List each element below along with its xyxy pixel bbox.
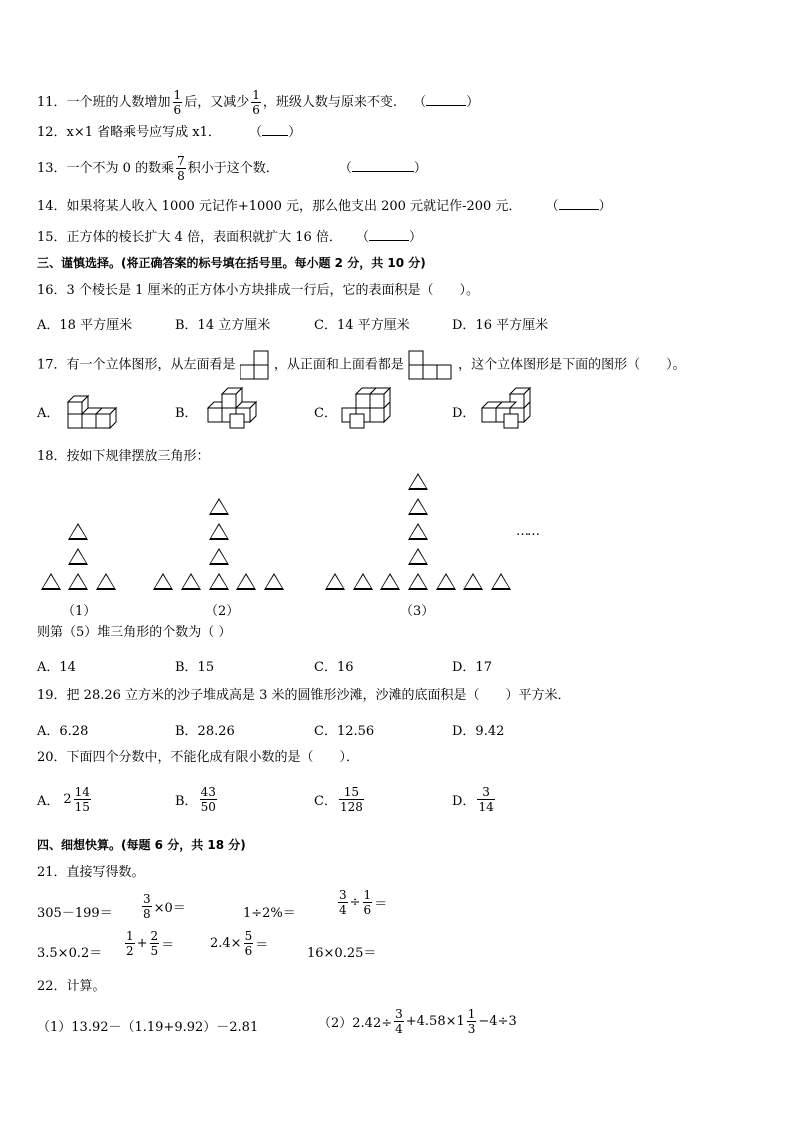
triangle bbox=[408, 473, 428, 490]
ellipsis: …… bbox=[516, 524, 538, 539]
answer-blank[interactable] bbox=[559, 208, 599, 210]
q17-option-b-label[interactable]: B． bbox=[175, 406, 198, 421]
triangle bbox=[41, 573, 61, 590]
answer-blank[interactable] bbox=[262, 134, 288, 136]
triangle bbox=[209, 548, 229, 565]
fraction: $\frac{7}{8}$ bbox=[177, 154, 185, 183]
q17-option-c-figure[interactable] bbox=[340, 386, 398, 430]
calc-5: 3.5×0.2＝ bbox=[37, 946, 103, 961]
q19-option-b[interactable]: B．28.26 bbox=[175, 724, 235, 739]
triangle bbox=[408, 573, 428, 590]
q18-option-c[interactable]: C．16 bbox=[314, 660, 354, 675]
calc-2: $\frac{3}{8}$ ×0＝ bbox=[143, 892, 186, 921]
triangle bbox=[236, 573, 256, 590]
section-4-heading: 四、细想快算。(每题 6 分，共 18 分) bbox=[37, 838, 246, 852]
triangle bbox=[264, 573, 284, 590]
fraction: $\frac{43}{50}$ bbox=[200, 785, 216, 814]
question-13: 13．一个不为 0 的数乘 $\frac{7}{8}$ 积小于这个数． （ ） bbox=[37, 154, 427, 183]
triangle bbox=[408, 498, 428, 515]
question-12: 12．x×1 省略乘号应写成 x1． （ ） bbox=[37, 125, 302, 140]
fraction: $\frac{14}{15}$ bbox=[74, 785, 90, 814]
q20-option-d[interactable]: D． $\frac{3}{14}$ bbox=[452, 785, 494, 814]
calc-7: 2.4× $\frac{5}{6}$ ＝ bbox=[210, 929, 269, 958]
q17-option-d-label[interactable]: D． bbox=[452, 406, 476, 421]
q17-option-a-label[interactable]: A． bbox=[37, 406, 60, 421]
q16-option-b[interactable]: B．14 立方厘米 bbox=[175, 318, 271, 333]
q20-option-c[interactable]: C． $\frac{15}{128}$ bbox=[314, 785, 363, 814]
q17-option-c-label[interactable]: C． bbox=[314, 406, 337, 421]
question-21: 21．直接写得数。 bbox=[37, 865, 145, 880]
pattern-caption-1: （1） bbox=[62, 604, 97, 619]
triangle bbox=[491, 573, 511, 590]
q17-option-b-figure[interactable] bbox=[200, 386, 258, 430]
q19-option-d[interactable]: D．9.42 bbox=[452, 724, 505, 739]
q18-option-d[interactable]: D．17 bbox=[452, 660, 492, 675]
question-22: 22．计算。 bbox=[37, 979, 106, 994]
triangle bbox=[436, 573, 456, 590]
answer-blank[interactable] bbox=[426, 104, 466, 106]
pattern-caption-3: （3） bbox=[400, 604, 435, 619]
triangle bbox=[153, 573, 173, 590]
triangle bbox=[96, 573, 116, 590]
triangle bbox=[68, 523, 88, 540]
q18-question: 则第（5）堆三角形的个数为（ ） bbox=[37, 625, 232, 640]
triangle bbox=[408, 523, 428, 540]
question-20: 20．下面四个分数中，不能化成有限小数的是（ ）． bbox=[37, 750, 360, 765]
question-14: 14．如果将某人收入 1000 元记作+1000 元，那么他支出 200 元就记作-200 元． （ ） bbox=[37, 199, 612, 214]
triangle bbox=[380, 573, 400, 590]
triangle bbox=[209, 523, 229, 540]
triangle bbox=[463, 573, 483, 590]
fraction: $\frac{1}{6}$ bbox=[252, 88, 260, 117]
question-11: 11．一个班的人数增加 $\frac{1}{6}$ 后，又减少 $\frac{1}{6}$ ，班级人数与原来不变. （ ） bbox=[37, 88, 480, 117]
fraction: $\frac{3}{14}$ bbox=[478, 785, 494, 814]
pattern-caption-2: （2） bbox=[205, 604, 240, 619]
triangle bbox=[68, 573, 88, 590]
question-19: 19．把 28.26 立方米的沙子堆成高是 3 米的圆锥形沙滩，沙滩的底面积是（ ）平方米． bbox=[37, 688, 571, 703]
question-16: 16．3 个棱长是 1 厘米的正方体小方块排成一行后，它的表面积是（ ）。 bbox=[37, 283, 479, 298]
triangle bbox=[353, 573, 373, 590]
q16-option-d[interactable]: D．16 平方厘米 bbox=[452, 318, 549, 333]
section-3-heading: 三、谨慎选择。(将正确答案的标号填在括号里。每小题 2 分，共 10 分) bbox=[37, 256, 426, 270]
left-view-figure bbox=[240, 350, 270, 380]
calc-problem-2: （2）2.42÷ $\frac{3}{4}$ +4.58×1 $\frac{1}{3}$ −4÷3 bbox=[318, 1007, 517, 1036]
calc-1: 305－199＝ bbox=[37, 906, 113, 921]
triangle bbox=[181, 573, 201, 590]
calc-8: 16×0.25＝ bbox=[307, 946, 377, 961]
triangle bbox=[209, 498, 229, 515]
fraction: $\frac{15}{128}$ bbox=[339, 785, 363, 814]
triangle bbox=[325, 573, 345, 590]
q18-option-a[interactable]: A．14 bbox=[37, 660, 76, 675]
triangle bbox=[209, 573, 229, 590]
question-15: 15．正方体的棱长扩大 4 倍，表面积就扩大 16 倍． （ ） bbox=[37, 230, 423, 245]
question-18: 18．按如下规律摆放三角形： bbox=[37, 449, 210, 464]
calc-3: 1÷2%＝ bbox=[243, 906, 296, 921]
q18-option-b[interactable]: B．15 bbox=[175, 660, 215, 675]
answer-blank[interactable] bbox=[369, 239, 409, 241]
answer-blank[interactable] bbox=[352, 170, 414, 172]
front-top-view-figure bbox=[408, 350, 454, 380]
calc-4: $\frac{3}{4}$ ÷ $\frac{1}{6}$ ＝ bbox=[339, 888, 388, 917]
question-17: 17．有一个立体图形，从左面看是 ，从正面和上面看都是 ，这个立体图形是下面的图形（ ）。 bbox=[37, 350, 686, 380]
calc-6: $\frac{1}{2}$ + $\frac{2}{5}$ ＝ bbox=[126, 929, 175, 958]
q17-option-d-figure[interactable] bbox=[480, 386, 538, 430]
q16-option-c[interactable]: C．14 平方厘米 bbox=[314, 318, 410, 333]
triangle bbox=[408, 548, 428, 565]
q19-option-c[interactable]: C．12.56 bbox=[314, 724, 375, 739]
calc-problem-1: （1）13.92－（1.19+9.92）－2.81 bbox=[37, 1020, 259, 1035]
q19-option-a[interactable]: A．6.28 bbox=[37, 724, 89, 739]
q20-option-b[interactable]: B． $\frac{43}{50}$ bbox=[175, 785, 216, 814]
q16-option-a[interactable]: A．18 平方厘米 bbox=[37, 318, 133, 333]
triangle bbox=[68, 548, 88, 565]
q17-option-a-figure[interactable] bbox=[66, 390, 122, 430]
fraction: $\frac{1}{6}$ bbox=[173, 88, 182, 117]
q20-option-a[interactable]: A． 2 $\frac{14}{15}$ bbox=[37, 785, 90, 814]
